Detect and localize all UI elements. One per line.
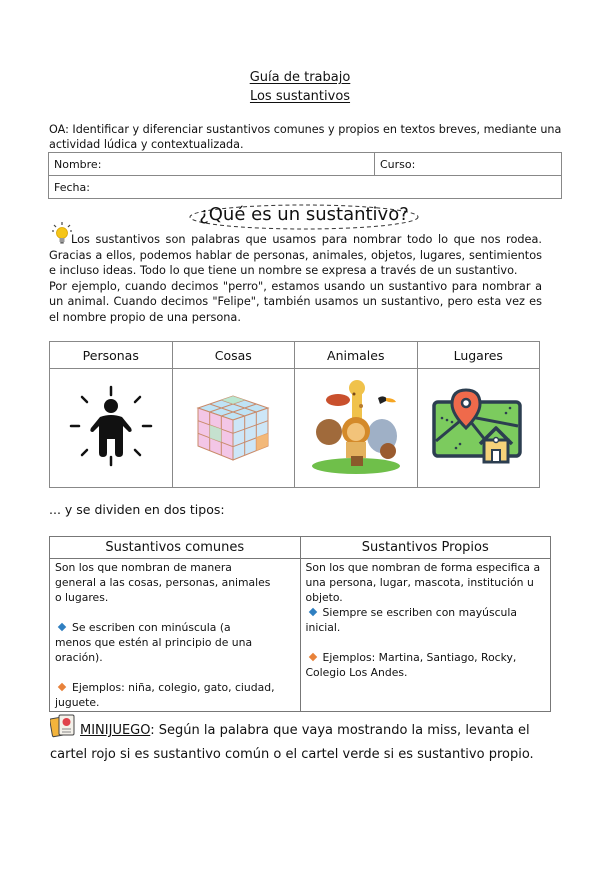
proper-examples: Ejemplos: Martina, Santiago, Rocky, Colegio Los Andes. bbox=[305, 651, 517, 679]
proper-definition: Son los que nombran de forma especifica a una persona, lugar, mascota, institución u objeto. bbox=[305, 561, 541, 604]
blue-bullet-icon bbox=[58, 623, 66, 631]
student-info-table bbox=[48, 152, 562, 199]
minigame-label: MINIJUEGO bbox=[80, 723, 151, 738]
section-heading bbox=[188, 203, 420, 229]
intro-paragraph bbox=[49, 232, 542, 325]
minigame-instructions bbox=[50, 714, 560, 765]
divide-text: ... y se dividen en dos tipos: bbox=[49, 502, 225, 517]
intro-paragraph-1: Los sustantivos son palabras que usamos para nombrar todo lo que nos rodea. Gracias a ellos, podemos hablar de personas, animales, objetos, lugares, sentimientos e incluso ideas. Todo lo que tiene un nombre se expresa a través de un sustantivo. bbox=[49, 233, 542, 277]
animals-icon bbox=[306, 376, 406, 476]
worksheet-subtitle: Los sustantivos bbox=[249, 89, 351, 104]
map-icon bbox=[430, 386, 526, 466]
course-label: Curso: bbox=[380, 157, 416, 171]
name-label: Nombre: bbox=[54, 157, 102, 171]
orange-bullet-icon bbox=[308, 653, 316, 661]
worksheet-title: Guía de trabajo bbox=[249, 70, 351, 85]
common-examples: Ejemplos: niña, colegio, gato, ciudad, juguete. bbox=[55, 681, 275, 709]
cards-icon bbox=[50, 714, 78, 745]
date-field[interactable] bbox=[49, 176, 562, 199]
common-nouns-cell bbox=[50, 559, 301, 712]
common-definition: Son los que nombran de manera general a las cosas, personas, animales o lugares. bbox=[55, 561, 271, 604]
category-header-cosas: Cosas bbox=[172, 342, 295, 369]
course-field[interactable] bbox=[375, 153, 562, 176]
orange-bullet-icon bbox=[58, 683, 66, 691]
category-header-lugares: Lugares bbox=[417, 342, 540, 369]
noun-types-table bbox=[49, 536, 551, 712]
category-image-lugares bbox=[417, 369, 540, 488]
blue-bullet-icon bbox=[308, 608, 316, 616]
proper-nouns-header: Sustantivos Propios bbox=[300, 537, 551, 559]
common-nouns-header: Sustantivos comunes bbox=[50, 537, 301, 559]
section-heading-text: ¿Qué es un sustantivo? bbox=[199, 204, 409, 225]
date-label: Fecha: bbox=[54, 180, 90, 194]
cube-icon bbox=[188, 386, 278, 466]
minigame-text: : Según la palabra que vaya mostrando la miss, levanta el cartel rojo si es sustantivo común o el cartel verde si es sustantivo propio. bbox=[50, 723, 534, 762]
categories-table bbox=[49, 341, 540, 488]
learning-objective: OA: Identificar y diferenciar sustantivos comunes y propios en textos breves, mediante una actividad lúdica y contextualizada. bbox=[49, 123, 562, 151]
common-rule: Se escriben con minúscula (a menos que estén al principio de una oración). bbox=[55, 621, 253, 664]
category-image-cosas bbox=[172, 369, 295, 488]
person-icon bbox=[66, 381, 156, 471]
proper-nouns-cell bbox=[300, 559, 551, 712]
intro-paragraph-2: Por ejemplo, cuando decimos "perro", estamos usando un sustantivo para nombrar a un animal. Cuando decimos "Felipe", también usamos un sustantivo, pero esta vez es el nombre propio de una persona. bbox=[49, 279, 542, 324]
category-image-animales bbox=[295, 369, 418, 488]
name-field[interactable] bbox=[49, 153, 375, 176]
proper-rule: Siempre se escriben con mayúscula inicial. bbox=[305, 606, 517, 634]
category-image-personas bbox=[50, 369, 173, 488]
category-header-personas: Personas bbox=[50, 342, 173, 369]
category-header-animales: Animales bbox=[295, 342, 418, 369]
